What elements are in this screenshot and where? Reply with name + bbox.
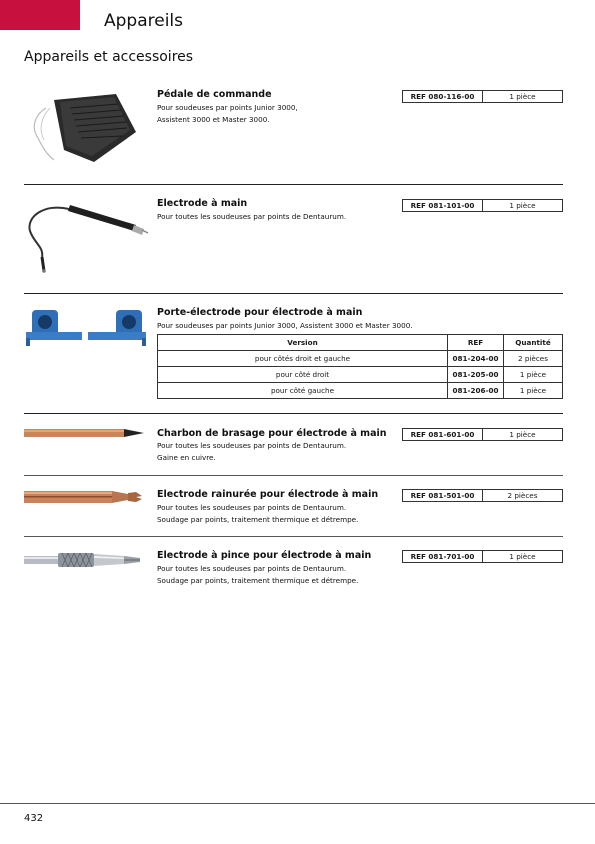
product-title: Electrode rainurée pour électrode à main — [157, 489, 379, 500]
page-title: Appareils — [104, 11, 184, 31]
brazing-carbon-icon — [24, 425, 146, 441]
ref-box — [402, 489, 563, 502]
version-cell: pour côtés droit et gauche — [158, 351, 448, 367]
product-title: Porte-électrode pour électrode à main — [157, 307, 363, 318]
quantity-cell: 2 pièces — [504, 351, 563, 367]
version-cell: pour côté droit — [158, 367, 448, 383]
column-header: REF — [448, 335, 504, 351]
product-description: Pour soudeuses par points Junior 3000, Assistent 3000 et Master 3000. — [157, 103, 298, 124]
footer-divider — [0, 803, 595, 804]
ref-box — [402, 199, 563, 212]
ref-cell: 081-204-00 — [448, 351, 504, 367]
version-table — [157, 334, 563, 399]
header-accent-block — [0, 0, 80, 30]
section-divider — [24, 184, 563, 185]
ref-box — [402, 428, 563, 441]
product-title: Electrode à pince pour électrode à main — [157, 550, 372, 561]
section-divider — [24, 413, 563, 414]
section-divider — [24, 293, 563, 294]
table-row — [158, 367, 563, 383]
product-description: Pour toutes les soudeuses par points de Dentaurum. Gaine en cuivre. — [157, 441, 347, 462]
column-header: Quantité — [504, 335, 563, 351]
version-cell: pour côté gauche — [158, 383, 448, 399]
ref-number: REF 081-601-00 — [403, 429, 483, 440]
quantity-cell: 1 pièce — [504, 367, 563, 383]
table-row — [158, 383, 563, 399]
ref-box — [402, 550, 563, 563]
grooved-electrode-icon — [24, 487, 146, 509]
table-header-row — [158, 335, 563, 351]
quantity-cell: 1 pièce — [504, 383, 563, 399]
quantity: 1 pièce — [509, 92, 536, 101]
quantity: 1 pièce — [509, 201, 536, 210]
table-row — [158, 351, 563, 367]
product-description: Pour toutes les soudeuses par points de Dentaurum. Soudage par points, traitement thermique et détrempe. — [157, 503, 359, 524]
ref-number: REF 081-701-00 — [403, 551, 483, 562]
product-description: Pour toutes les soudeuses par points de Dentaurum. Soudage par points, traitement thermique et détrempe. — [157, 564, 359, 585]
ref-number: REF 081-101-00 — [403, 200, 483, 211]
column-header: Version — [158, 335, 448, 351]
hand-electrode-icon — [24, 195, 149, 275]
ref-cell: 081-206-00 — [448, 383, 504, 399]
ref-box — [402, 90, 563, 103]
ref-number: REF 080-116-00 — [403, 91, 483, 102]
product-description: Pour soudeuses par points Junior 3000, Assistent 3000 et Master 3000. — [157, 321, 413, 330]
quantity: 2 pièces — [507, 491, 538, 500]
ref-number: REF 081-501-00 — [403, 490, 483, 501]
pincer-electrode-icon — [24, 548, 146, 572]
product-title: Pédale de commande — [157, 89, 272, 100]
page-number: 432 — [24, 813, 44, 824]
ref-cell: 081-205-00 — [448, 367, 504, 383]
quantity: 1 pièce — [509, 552, 536, 561]
section-divider — [24, 536, 563, 537]
product-description: Pour toutes les soudeuses par points de Dentaurum. — [157, 212, 347, 221]
quantity: 1 pièce — [509, 430, 536, 439]
foot-pedal-icon — [24, 86, 144, 166]
product-title: Electrode à main — [157, 198, 248, 209]
electrode-holder-icon — [24, 306, 149, 348]
section-title: Appareils et accessoires — [24, 49, 194, 65]
section-divider — [24, 475, 563, 476]
product-title: Charbon de brasage pour électrode à main — [157, 428, 387, 439]
